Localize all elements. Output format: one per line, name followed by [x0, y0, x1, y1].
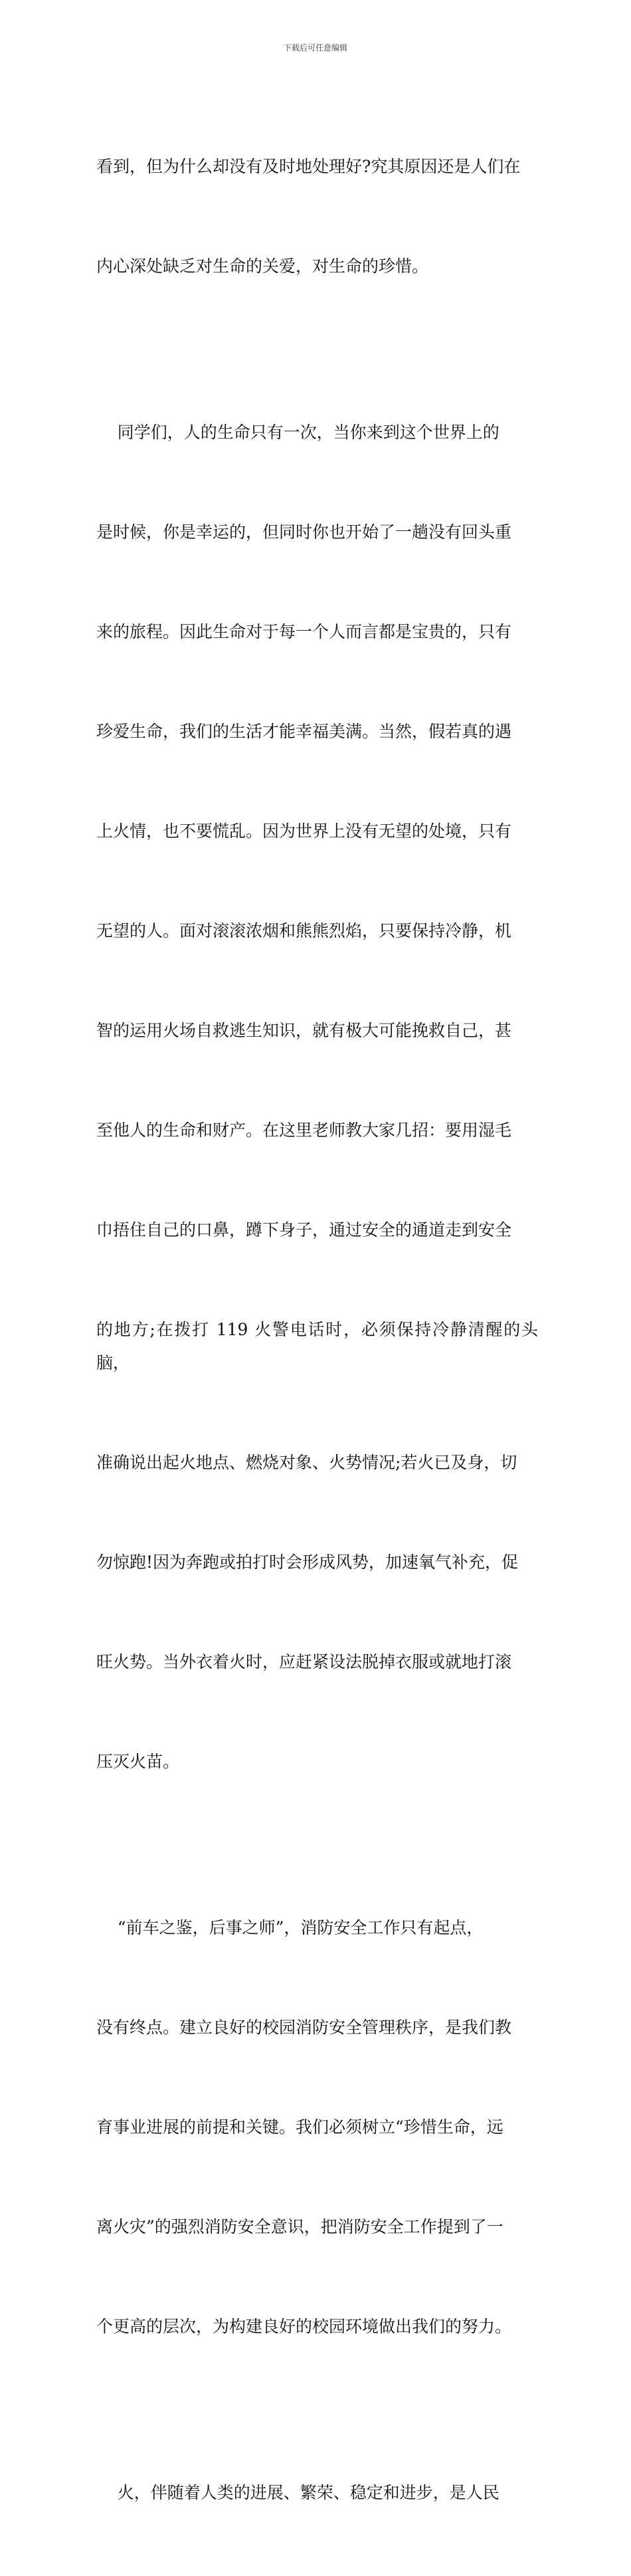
text-line: 的地方;在拨打 119 火警电话时，必须保持冷静清醒的头脑，	[96, 1320, 538, 1372]
paragraph-3	[96, 1845, 538, 2410]
paragraph-4	[96, 2410, 538, 2576]
text-line: 看到，但为什么却没有及时地处理好?究其原因还是人们在	[96, 157, 521, 176]
text-line: 上火情，也不要慌乱。因为世界上没有无望的处境，只有	[96, 821, 512, 841]
text-line: 无望的人。面对滚滚浓烟和熊熊烈焰，只要保持冷静，机	[96, 921, 512, 940]
text-line: 是时候，你是幸运的，但同时你也开始了一趟没有回头重	[96, 522, 512, 542]
page-header: 下载后可任意编辑	[283, 43, 347, 53]
text-line: 内心深处缺乏对生命的关爱，对生命的珍惜。	[96, 257, 429, 276]
paragraph-2	[96, 350, 538, 1845]
text-line: 压灭火苗。	[96, 1752, 180, 1771]
text-line: 勿惊跑!因为奔跑或拍打时会形成风势，加速氧气补充，促	[96, 1553, 519, 1572]
text-line: 来的旅程。因此生命对于每一个人而言都是宝贵的，只有	[96, 622, 512, 641]
text-line: 没有终点。建立良好的校园消防安全管理秩序，是我们教	[96, 2018, 512, 2037]
text-line: 同学们，人的生命只有一次，当你来到这个世界上的	[96, 423, 499, 442]
text-line: 至他人的生命和财产。在这里老师教大家几招：要用湿毛	[96, 1121, 512, 1140]
text-line: 智的运用火场自救逃生知识，就有极大可能挽救自己，甚	[96, 1021, 512, 1040]
text-line: 离火灾”的强烈消防安全意识，把消防安全工作提到了一	[96, 2217, 503, 2236]
paragraph-1	[96, 84, 538, 350]
text-line: “前车之鉴，后事之师”，消防安全工作只有起点，	[96, 1918, 484, 1937]
text-line: 个更高的层次，为构建良好的校园环境做出我们的努力。	[96, 2317, 512, 2336]
text-line: 旺火势。当外衣着火时，应赶紧设法脱掉衣服或就地打滚	[96, 1652, 512, 1671]
text-line: 珍爱生命，我们的生活才能幸福美满。当然，假若真的遇	[96, 722, 512, 741]
text-line: 准确说出起火地点、燃烧对象、火势情况;若火已及身，切	[96, 1453, 517, 1472]
text-line: 火，伴随着人类的进展、繁荣、稳定和进步，是人民	[96, 2483, 499, 2502]
text-line: 巾捂住自己的口鼻，蹲下身子，通过安全的通道走到安全	[96, 1220, 512, 1239]
text-line: 育事业进展的前提和关键。我们必须树立“珍惜生命，远	[96, 2117, 503, 2137]
document-body	[96, 84, 538, 2576]
